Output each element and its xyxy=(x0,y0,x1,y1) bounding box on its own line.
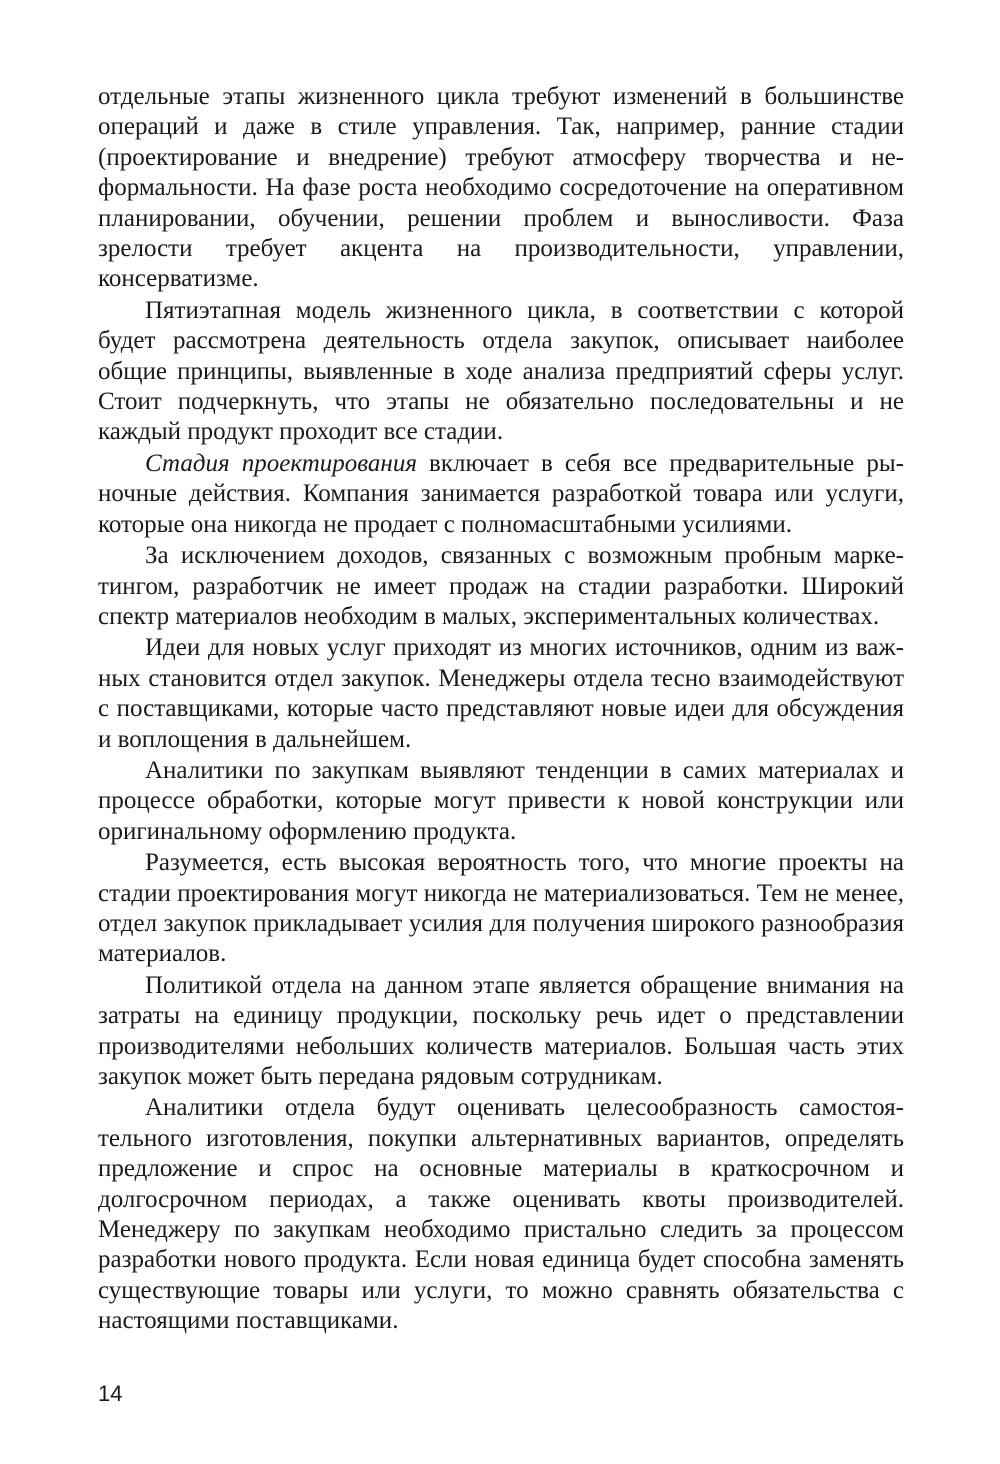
paragraph-new-ideas: Идеи для новых услуг приходят из многих источников, одним из важных становится отдел закупок. Менеджеры отдела тесно взаимодействуют с поставщиками, которые часто представляют новые идеи для обсуждения и воплощения в дальнейшем. xyxy=(98,634,904,753)
body-text xyxy=(98,82,904,1337)
paragraph-analysts-trends: Аналитики по закупкам выявляют тенденции в самих материалах и процессе обработки, которые могут привести к новой конструкции или оригинальному оформлению продукта. xyxy=(98,756,904,845)
italic-term-design-stage: Стадия проектирования xyxy=(145,449,417,477)
paragraph-policy: Политикой отдела на данном этапе является обращение внимания на затраты на единицу продукции, поскольку речь идет о представлении производителями небольших количеств материалов. Большая часть этих закупок может быть передана рядовым сотрудникам. xyxy=(98,971,904,1090)
paragraph-analysts-evaluation: Аналитики отдела будут оценивать целесообразность самостоятельного изготовления, покупки альтернативных вариантов, определять предложение и спрос на основные материалы в краткосрочном и долгосрочном периодах, а также оценивать квоты производителей. Менеджеру по закупкам необходимо пристально следить за процессом разработки нового продукта. Если новая единица будет способна заменять существующие товары или услуги, то можно сравнять обязательства с настоящими поставщиками. xyxy=(98,1094,904,1335)
paragraph-probability: Разумеется, есть высокая вероятность того, что многие проекты на стадии проектирования могут никогда не материализоваться. Тем не менее, отдел закупок прикладывает усилия для получения широкого разнообразия материалов. xyxy=(98,849,904,968)
page-number: 14 xyxy=(98,1381,123,1406)
paragraph-test-marketing: За исключением доходов, связанных с возможным пробным маркетингом, разработчик не имеет продаж на стадии разработки. Широкий спектр материалов необходим в малых, экспериментальных количествах. xyxy=(98,542,904,630)
paragraph-continuation: отдельные этапы жизненного цикла требуют изменений в большинстве операций и даже в стиле управления. Так, например, ранние стадии (проектирование и внедрение) требуют атмосферу творчества и неформальности. На фазе роста необходимо сосредоточение на оперативном планировании, обучении, решении проблем и выносливости. Фаза зрелости требует акцента на производительности, управлении, консерватизме. xyxy=(98,83,904,293)
paragraph-design-stage xyxy=(98,449,904,540)
paragraph-design-stage-text: включает в себя все предварительные рыночные действия. Компания занимается разработкой товара или услуги, которые она никогда не продает с полномасштабными усилиями. xyxy=(98,449,904,538)
paragraph-five-stage-model: Пятиэтапная модель жизненного цикла, в соответствии с которой будет рассмотрена деятельность отдела закупок, описывает наиболее общие принципы, выявленные в ходе анализа предприятий сферы услуг. Стоит подчеркнуть, что этапы не обязательно последовательны и не каждый продукт проходит все стадии. xyxy=(98,296,904,446)
